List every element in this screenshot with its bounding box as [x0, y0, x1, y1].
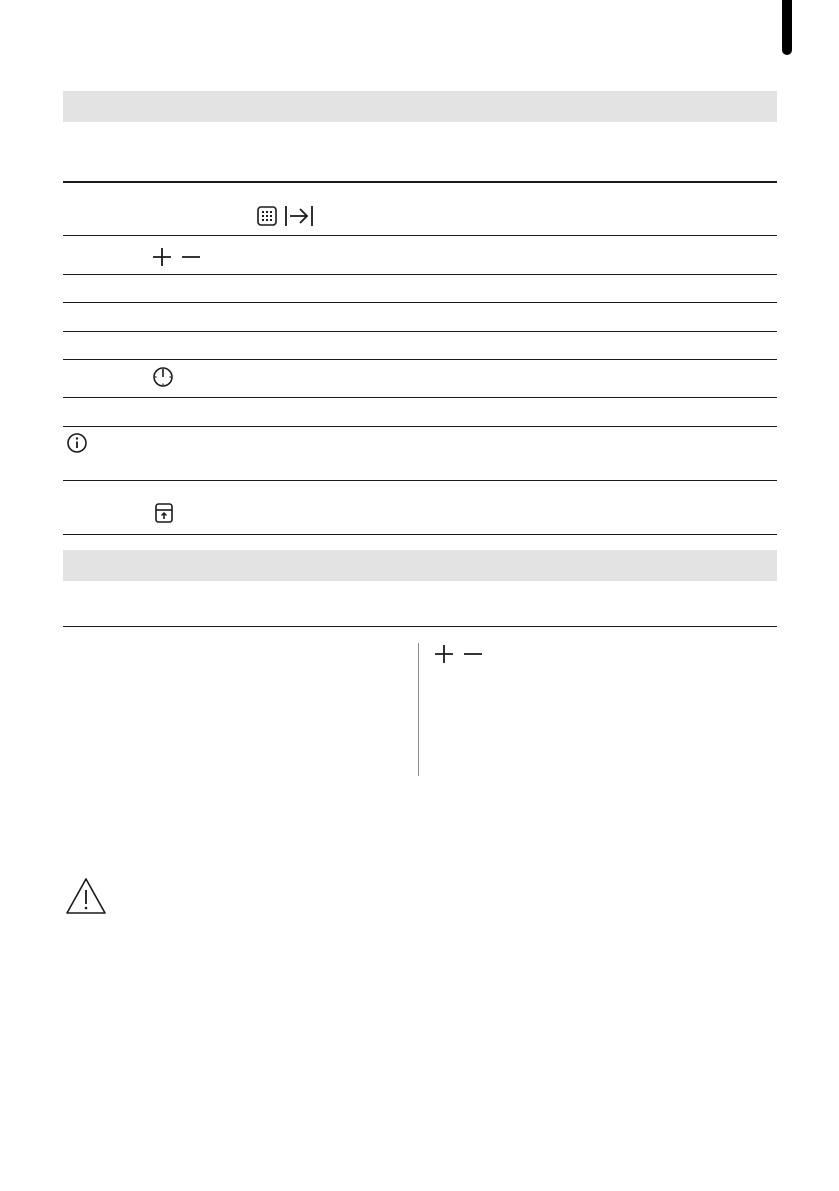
table-row-divider — [63, 397, 777, 398]
warning-triangle-icon — [65, 877, 107, 915]
table-row-divider — [63, 331, 777, 332]
table-row-divider — [63, 302, 777, 303]
door-lock-icon — [155, 503, 173, 523]
page-edge-tab — [782, 0, 792, 55]
table-row-divider — [63, 426, 777, 427]
table-bottom-rule — [63, 534, 777, 535]
plus-icon — [151, 246, 173, 268]
table-row-divider — [63, 235, 777, 236]
minus-icon — [462, 643, 484, 665]
table-row-divider — [63, 359, 777, 360]
info-icon — [66, 432, 88, 454]
table-row-divider — [63, 274, 777, 275]
section-header-band-1 — [63, 91, 777, 122]
arrow-to-bar-icon — [284, 205, 314, 227]
table-row-divider — [63, 480, 777, 481]
minus-icon — [180, 246, 202, 268]
timer-icon — [152, 366, 174, 388]
section-header-band-2 — [63, 550, 777, 581]
table-top-rule — [63, 626, 777, 627]
column-divider — [418, 643, 419, 776]
keypad-icon — [257, 206, 277, 226]
plus-icon — [433, 643, 455, 665]
table-top-rule — [63, 181, 777, 183]
